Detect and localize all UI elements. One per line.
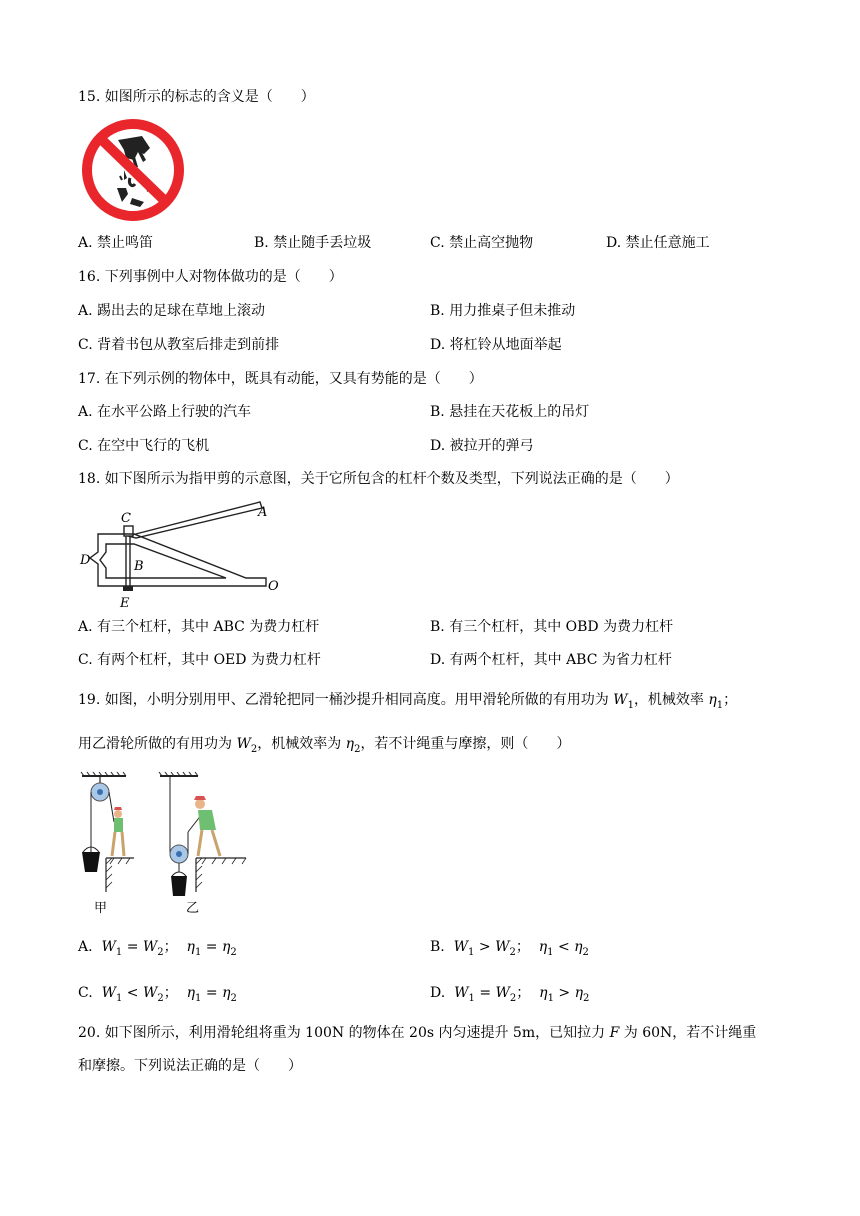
q18-stem: 18. 如下图所示为指甲剪的示意图，关于它所包含的杠杆个数及类型，下列说法正确的是（ ） <box>78 471 679 487</box>
label-yi: 乙 <box>186 901 200 916</box>
q15-option-c[interactable]: C. 禁止高空抛物 <box>430 235 534 251</box>
q16-stem: 16. 下列事例中人对物体做功的是（ ） <box>78 269 343 285</box>
q16-option-a[interactable]: A. 踢出去的足球在草地上滚动 <box>78 303 266 319</box>
q18-option-a[interactable]: A. 有三个杠杆，其中 ABC 为费力杠杆 <box>78 619 320 635</box>
q16-option-d[interactable]: D. 将杠铃从地面举起 <box>430 337 562 353</box>
label-e: E <box>120 596 130 611</box>
label-jia: 甲 <box>94 901 108 916</box>
label-o: O <box>268 579 279 594</box>
q17-option-d[interactable]: D. 被拉开的弹弓 <box>430 438 534 454</box>
q18-option-d[interactable]: D. 有两个杠杆，其中 ABC 为省力杠杆 <box>430 652 672 668</box>
q15-option-a[interactable]: A. 禁止鸣笛 <box>78 235 154 251</box>
pulley-figure-jia <box>74 772 134 920</box>
q19-option-c[interactable]: C. $W_1 < W_2$； $\eta_1 = \eta_2$ <box>78 985 237 1004</box>
q15-option-d[interactable]: D. 禁止任意施工 <box>606 235 710 251</box>
q19-option-d[interactable]: D. $W_1 = W_2$； $\eta_1 > \eta_2$ <box>430 985 590 1004</box>
q15-stem: 15. 如图所示的标志的含义是（ ） <box>78 89 315 105</box>
q17-option-c[interactable]: C. 在空中飞行的飞机 <box>78 438 210 454</box>
q20-line1: 20. 如下图所示，利用滑轮组将重为 100N 的物体在 20s 内匀速提升 5m，已知拉力 F 为 60N，若不计绳重 <box>78 1025 757 1041</box>
q15-option-b[interactable]: B. 禁止随手丢垃圾 <box>254 235 372 251</box>
q17-option-a[interactable]: A. 在水平公路上行驶的汽车 <box>78 404 252 420</box>
q16-option-b[interactable]: B. 用力推桌子但未推动 <box>430 303 576 319</box>
nail-clipper-diagram <box>76 500 286 612</box>
q19-line1: 19. 如图，小明分别用甲、乙滑轮把同一桶沙提升相同高度。用甲滑轮所做的有用功为 $W_1$，机械效率 $\eta_1$； <box>78 692 738 711</box>
label-c: C <box>121 511 131 526</box>
q19-option-a[interactable]: A. $W_1 = W_2$； $\eta_1 = \eta_2$ <box>78 939 237 958</box>
q17-stem: 17. 在下列示例的物体中，既具有动能，又具有势能的是（ ） <box>78 371 483 387</box>
q17-option-b[interactable]: B. 悬挂在天花板上的吊灯 <box>430 404 590 420</box>
label-b: B <box>134 559 144 574</box>
q19-line2: 用乙滑轮所做的有用功为 $W_2$，机械效率为 $\eta_2$，若不计绳重与摩擦，则（ ） <box>78 736 571 755</box>
q18-option-c[interactable]: C. 有两个杠杆，其中 OED 为费力杠杆 <box>78 652 321 668</box>
q19-option-b[interactable]: B. $W_1 > W_2$； $\eta_1 < \eta_2$ <box>430 939 589 958</box>
q18-option-b[interactable]: B. 有三个杠杆，其中 OBD 为费力杠杆 <box>430 619 674 635</box>
label-d: D <box>80 553 91 568</box>
q20-line2: 和摩擦。下列说法正确的是（ ） <box>78 1058 302 1074</box>
q16-option-c[interactable]: C. 背着书包从教室后排走到前排 <box>78 337 280 353</box>
label-a: A <box>258 505 268 520</box>
no-littering-sign-icon <box>80 118 186 222</box>
pulley-figure-yi <box>158 772 248 920</box>
